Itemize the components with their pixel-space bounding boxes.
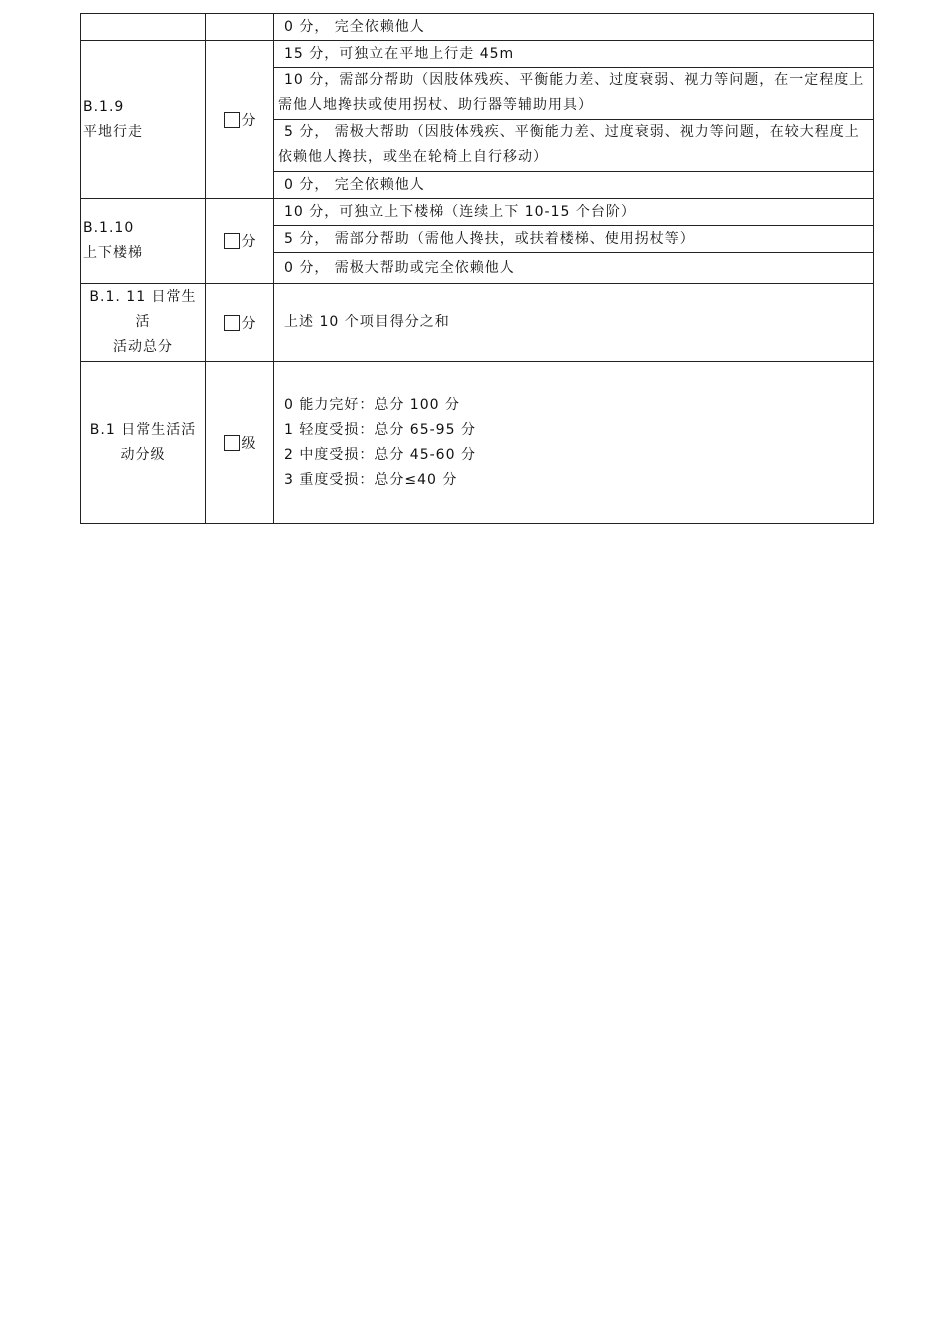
item-label-line2: 动分级 [120,446,166,463]
table-row-walking [81,40,873,198]
option-text: 0 分， 完全依赖他人 [284,18,425,35]
assessment-table [80,13,874,524]
option-15: 15 分，可独立在平地上行走 45m [284,45,515,62]
options-cell-walking [274,41,873,198]
score-checkbox[interactable] [224,315,240,331]
option-10: 10 分，可独立上下楼梯（连续上下 10-15 个台阶） [284,203,636,220]
item-code: B.1.9 [83,98,125,115]
option-5: 5 分， 需部分帮助（需他人搀扶，或扶着楼梯、使用拐杖等） [274,225,873,252]
score-checkbox[interactable] [224,233,240,249]
score-unit: 分 [241,112,256,129]
options-cell [274,14,873,40]
table-row-stairs [81,198,873,283]
item-cell-grade [81,362,206,523]
score-cell-grade [206,362,274,523]
item-label-line1: B.1. 11 日常生 [89,289,197,305]
score-unit: 分 [241,315,256,332]
option-0: 0 分， 完全依赖他人 [274,171,873,198]
item-name: 上下楼梯 [83,245,143,261]
item-label-line2: 活 [135,314,151,330]
score-cell-total [206,284,274,361]
option-5: 5 分， 需极大帮助（因肢体残疾、平衡能力差、过度衰弱、视力等问题，在较大程度上依赖他人搀扶，或坐在轮椅上自行移动） [274,119,873,171]
options-cell-grade [274,362,873,523]
options-cell-total [274,284,873,361]
item-label-line1: B.1 日常生活活 [89,421,197,438]
option-0: 0 分， 需极大帮助或完全依赖他人 [274,252,873,283]
grade-2: 2 中度受损：总分 45-60 分 [284,446,476,463]
table-row-continuation [81,14,873,40]
score-unit: 分 [241,234,256,250]
grade-3: 3 重度受损：总分≤40 分 [284,471,458,488]
item-cell-walking [81,41,206,198]
item-cell-total [81,284,206,361]
score-cell-stairs [206,199,274,283]
total-description: 上述 10 个项目得分之和 [284,314,450,330]
item-label-line3: 活动总分 [113,339,173,355]
score-cell-walking [206,41,274,198]
item-cell-empty [81,14,206,40]
grade-1: 1 轻度受损：总分 65-95 分 [284,421,476,438]
item-cell-stairs [81,199,206,283]
item-code: B.1.10 [83,220,135,236]
table-row-grade [81,361,873,523]
grade-0: 0 能力完好：总分 100 分 [284,396,460,413]
item-name: 平地行走 [83,123,143,140]
grade-checkbox[interactable] [224,435,240,451]
score-cell-empty [206,14,274,40]
score-checkbox[interactable] [224,112,240,128]
options-cell-stairs [274,199,873,283]
option-10: 10 分，需部分帮助（因肢体残疾、平衡能力差、过度衰弱、视力等问题，在一定程度上需他人地搀扶或使用拐杖、助行器等辅助用具） [274,67,873,119]
grade-unit: 级 [241,435,256,452]
table-row-total [81,283,873,361]
